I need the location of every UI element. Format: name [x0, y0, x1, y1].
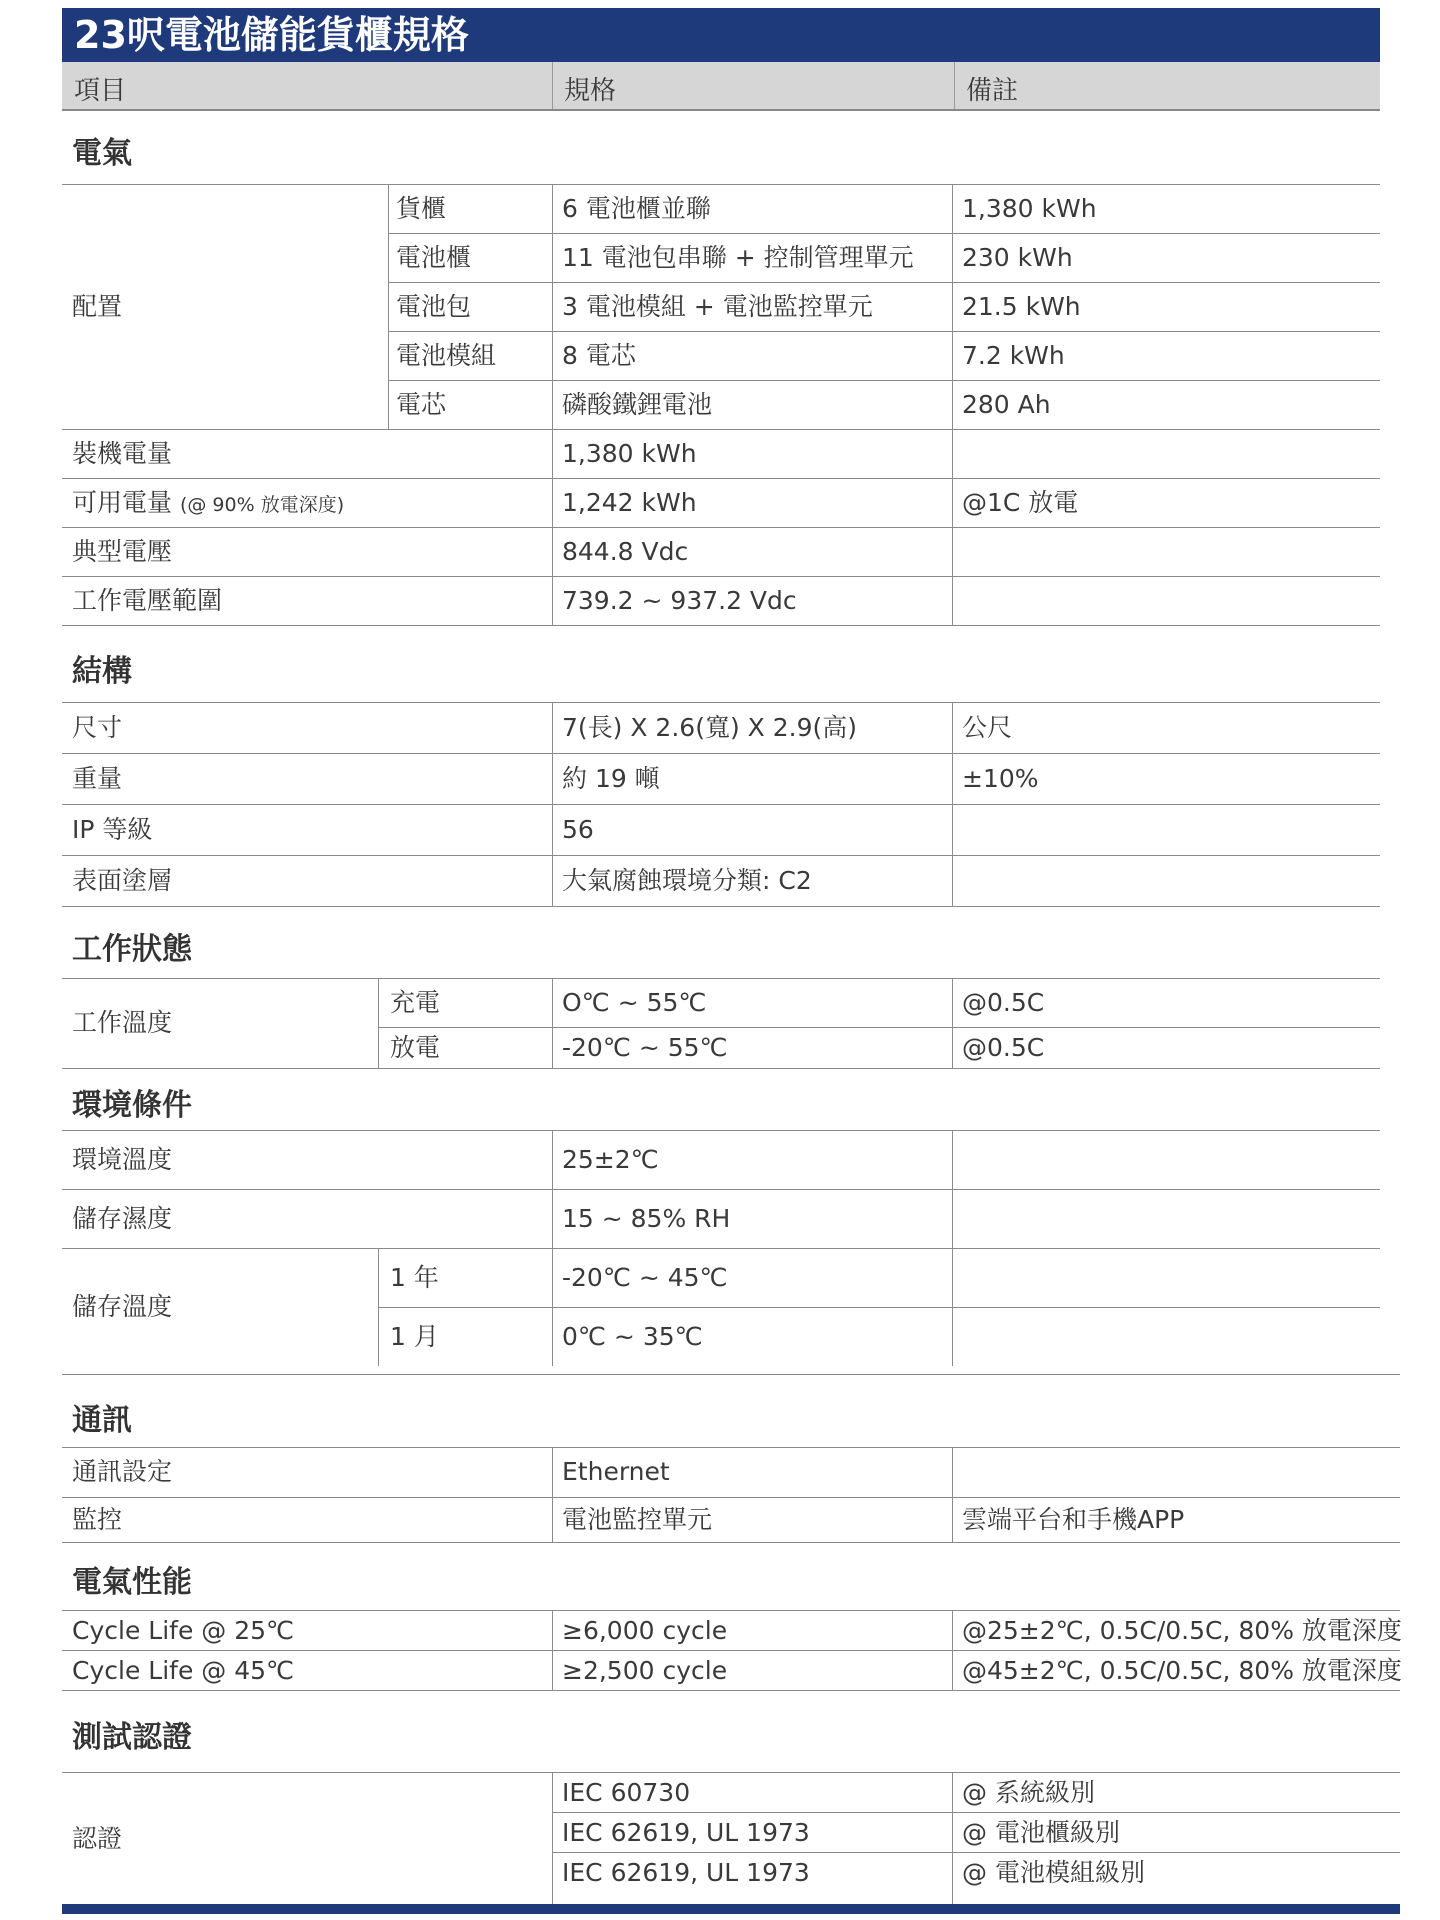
structure-label: IP 等級	[72, 815, 153, 844]
row-divider	[552, 1812, 1400, 1813]
col-divider	[952, 1447, 953, 1542]
structure-label: 重量	[72, 764, 123, 793]
row-divider	[62, 906, 1380, 907]
range-spec: 739.2 ~ 937.2 Vdc	[562, 586, 797, 615]
cert-spec: IEC 62619, UL 1973	[562, 1818, 810, 1847]
section-title-environment: 環境條件	[72, 1088, 192, 1123]
page-title: 23呎電池儲能貨櫃規格	[62, 8, 1380, 62]
perf-note: @25±2℃, 0.5C/0.5C, 80% 放電深度	[962, 1616, 1402, 1645]
perf-spec: ≥2,500 cycle	[562, 1656, 728, 1685]
header-item: 項目	[74, 76, 127, 106]
usable-label-note: (@ 90% 放電深度)	[179, 494, 345, 516]
row-divider	[62, 1248, 1380, 1249]
storage-sub: 1 月	[390, 1322, 439, 1351]
config-note: 21.5 kWh	[962, 292, 1081, 321]
usable-label	[72, 488, 344, 520]
row-divider	[62, 1772, 1400, 1773]
perf-note: @45±2℃, 0.5C/0.5C, 80% 放電深度	[962, 1656, 1402, 1685]
row-divider	[388, 380, 1380, 381]
col-divider	[552, 702, 553, 906]
comm-note: 雲端平台和手機APP	[962, 1505, 1185, 1534]
row-divider	[62, 527, 1380, 528]
structure-note: ±10%	[962, 764, 1039, 793]
table-header	[62, 62, 1380, 111]
installed-label: 裝機電量	[72, 439, 173, 468]
structure-note: 公尺	[962, 713, 1013, 742]
usable-note: @1C 放電	[962, 488, 1079, 517]
config-spec: 11 電池包串聯 + 控制管理單元	[562, 243, 914, 272]
config-spec: 3 電池模組 + 電池監控單元	[562, 292, 873, 321]
row-divider	[388, 282, 1380, 283]
usable-spec: 1,242 kWh	[562, 488, 697, 517]
storage-spec: -20℃ ~ 45℃	[562, 1263, 728, 1292]
row-divider	[378, 1027, 1380, 1028]
row-divider	[378, 1307, 1380, 1308]
header-divider	[552, 62, 553, 109]
row-divider	[62, 1447, 1400, 1448]
range-label: 工作電壓範圍	[72, 586, 223, 615]
config-sub: 貨櫃	[396, 194, 447, 223]
config-note: 1,380 kWh	[962, 194, 1097, 223]
structure-spec: 56	[562, 815, 594, 844]
working-note: @0.5C	[962, 1033, 1045, 1062]
cert-spec: IEC 62619, UL 1973	[562, 1858, 810, 1887]
row-divider	[62, 804, 1380, 805]
col-divider	[552, 978, 553, 1068]
config-spec: 磷酸鐵鋰電池	[562, 390, 713, 419]
comm-spec: Ethernet	[562, 1457, 670, 1486]
comm-label: 通訊設定	[72, 1457, 173, 1486]
col-divider	[378, 1248, 379, 1366]
row-divider	[552, 1852, 1400, 1853]
col-divider	[952, 978, 953, 1068]
col-divider	[378, 978, 379, 1068]
structure-spec: 7(長) X 2.6(寬) X 2.9(高)	[562, 713, 857, 742]
structure-spec: 約 19 噸	[562, 764, 660, 793]
row-divider	[62, 1497, 1400, 1498]
col-divider	[952, 1610, 953, 1690]
config-sub: 電芯	[396, 390, 447, 419]
cert-note: @ 電池櫃級別	[962, 1818, 1120, 1847]
col-divider	[552, 1130, 553, 1366]
row-divider	[62, 625, 1380, 626]
row-divider	[62, 1650, 1400, 1651]
perf-label: Cycle Life @ 45℃	[72, 1656, 295, 1685]
col-divider	[552, 184, 553, 625]
config-spec: 6 電池櫃並聯	[562, 194, 711, 223]
header-spec: 規格	[564, 76, 617, 106]
header-note: 備註	[966, 76, 1019, 106]
row-divider	[62, 702, 1380, 703]
row-divider	[62, 478, 1380, 479]
storage-label: 儲存溫度	[72, 1292, 173, 1321]
col-divider	[952, 702, 953, 906]
comm-label: 監控	[72, 1505, 123, 1534]
config-note: 280 Ah	[962, 390, 1051, 419]
col-divider	[552, 1447, 553, 1542]
installed-spec: 1,380 kWh	[562, 439, 697, 468]
config-sub: 電池包	[396, 292, 472, 321]
config-note: 7.2 kWh	[962, 341, 1065, 370]
header-divider	[954, 62, 955, 109]
working-sub: 放電	[390, 1033, 441, 1062]
working-sub: 充電	[390, 988, 441, 1017]
cert-note: @ 系統級別	[962, 1778, 1095, 1807]
config-sub: 電池模組	[396, 341, 497, 370]
row-divider	[62, 184, 1380, 185]
section-title-electrical: 電氣	[72, 136, 132, 171]
row-divider	[62, 753, 1380, 754]
cert-note: @ 電池模組級別	[962, 1858, 1145, 1887]
humidity-spec: 15 ~ 85% RH	[562, 1204, 731, 1233]
perf-label: Cycle Life @ 25℃	[72, 1616, 295, 1645]
section-title-cert: 測試認證	[72, 1720, 192, 1755]
row-divider	[62, 978, 1380, 979]
col-divider	[952, 1130, 953, 1366]
row-divider	[62, 1542, 1400, 1543]
col-divider	[952, 1772, 953, 1904]
row-divider	[388, 233, 1380, 234]
ambient-spec: 25±2℃	[562, 1145, 659, 1174]
working-temp-label: 工作溫度	[72, 1008, 173, 1037]
ambient-label: 環境溫度	[72, 1145, 173, 1174]
working-note: @0.5C	[962, 988, 1045, 1017]
row-divider	[62, 855, 1380, 856]
config-label: 配置	[72, 292, 123, 321]
storage-spec: 0℃ ~ 35℃	[562, 1322, 703, 1351]
row-divider	[62, 1690, 1400, 1691]
structure-label: 尺寸	[72, 713, 123, 742]
working-spec: O℃ ~ 55℃	[562, 988, 707, 1017]
config-sub: 電池櫃	[396, 243, 472, 272]
config-spec: 8 電芯	[562, 341, 636, 370]
working-spec: -20℃ ~ 55℃	[562, 1033, 728, 1062]
voltage-label: 典型電壓	[72, 537, 173, 566]
cert-label: 認證	[72, 1824, 123, 1853]
comm-spec: 電池監控單元	[562, 1505, 713, 1534]
col-divider	[388, 184, 389, 429]
perf-spec: ≥6,000 cycle	[562, 1616, 728, 1645]
usable-label-text: 可用電量	[72, 488, 173, 517]
voltage-spec: 844.8 Vdc	[562, 537, 689, 566]
section-title-performance: 電氣性能	[72, 1565, 192, 1600]
col-divider	[552, 1772, 553, 1904]
row-divider	[388, 331, 1380, 332]
row-divider	[62, 1068, 1380, 1069]
section-title-structure: 結構	[72, 654, 132, 689]
humidity-label: 儲存濕度	[72, 1204, 173, 1233]
row-divider	[62, 1130, 1380, 1131]
row-divider	[62, 1374, 1400, 1375]
cert-spec: IEC 60730	[562, 1778, 691, 1807]
config-note: 230 kWh	[962, 243, 1073, 272]
structure-spec: 大氣腐蝕環境分類: C2	[562, 866, 812, 895]
section-title-working: 工作狀態	[72, 932, 192, 967]
row-divider	[62, 1189, 1380, 1190]
row-divider	[62, 576, 1380, 577]
footer-bar	[62, 1904, 1400, 1914]
storage-sub: 1 年	[390, 1263, 439, 1292]
row-divider	[62, 1610, 1400, 1611]
row-divider	[62, 429, 1380, 430]
structure-label: 表面塗層	[72, 866, 173, 895]
col-divider	[952, 184, 953, 625]
col-divider	[552, 1610, 553, 1690]
section-title-comm: 通訊	[72, 1403, 132, 1438]
